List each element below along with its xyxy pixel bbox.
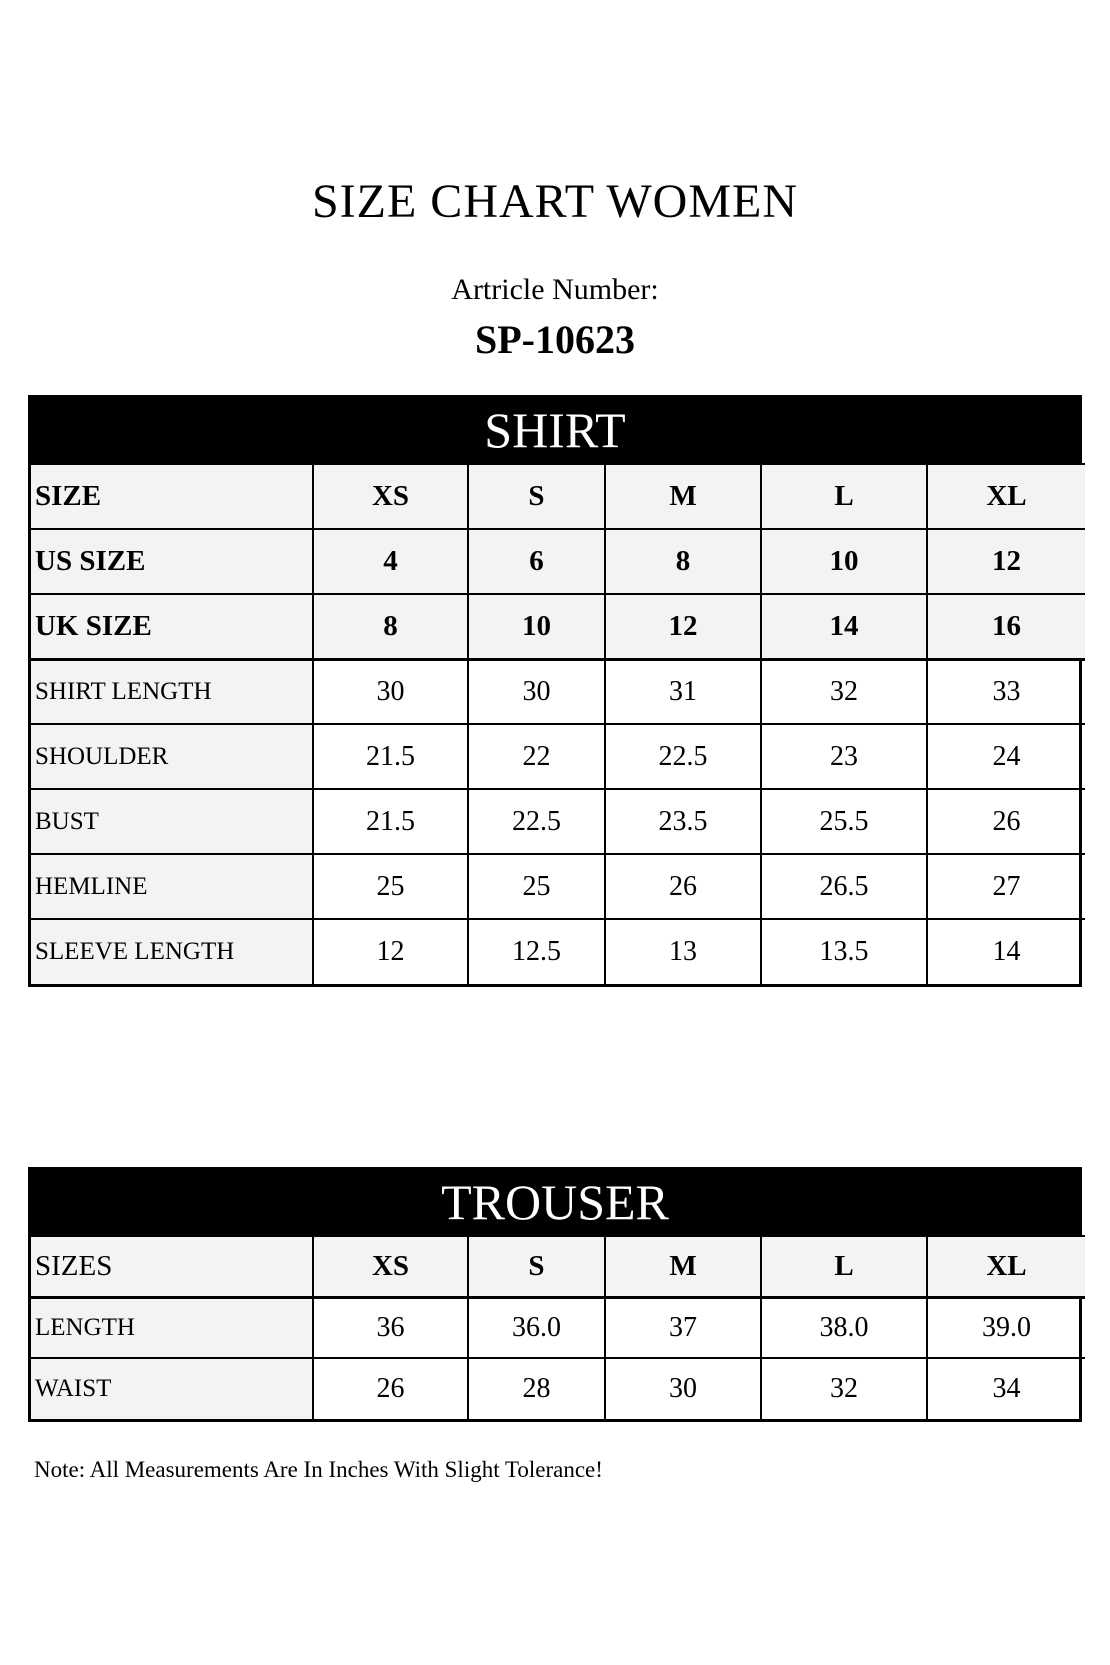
- table-cell: S: [468, 1236, 605, 1297]
- table-cell: 4: [313, 529, 468, 594]
- row-label: HEMLINE: [31, 854, 313, 919]
- table-cell: 23.5: [605, 789, 761, 854]
- table-cell: 13.5: [761, 919, 927, 984]
- table-cell: 21.5: [313, 789, 468, 854]
- row-label: LENGTH: [31, 1297, 313, 1358]
- table-cell: 12: [313, 919, 468, 984]
- table-cell: 22.5: [468, 789, 605, 854]
- table-cell: 27: [927, 854, 1085, 919]
- trouser-table: [31, 1235, 1085, 1419]
- table-cell: 26.5: [761, 854, 927, 919]
- table-cell: 37: [605, 1297, 761, 1358]
- row-label: SIZES: [31, 1236, 313, 1297]
- shirt-heading: SHIRT: [31, 398, 1079, 463]
- shirt-length-row: [31, 659, 1085, 724]
- table-cell: 25.5: [761, 789, 927, 854]
- shirt-size-table: [28, 395, 1082, 987]
- table-cell: 30: [605, 1358, 761, 1419]
- shoulder-row: [31, 724, 1085, 789]
- table-cell: 32: [761, 1358, 927, 1419]
- table-cell: 25: [468, 854, 605, 919]
- row-label: UK SIZE: [31, 594, 313, 659]
- sleeve-length-row: [31, 919, 1085, 984]
- table-cell: 26: [927, 789, 1085, 854]
- table-cell: 8: [605, 529, 761, 594]
- table-cell: 10: [468, 594, 605, 659]
- table-cell: 33: [927, 659, 1085, 724]
- table-cell: 26: [605, 854, 761, 919]
- table-cell: 13: [605, 919, 761, 984]
- table-cell: 31: [605, 659, 761, 724]
- row-label: US SIZE: [31, 529, 313, 594]
- shirt-size-row: [31, 464, 1085, 529]
- table-cell: 36: [313, 1297, 468, 1358]
- table-cell: 26: [313, 1358, 468, 1419]
- table-cell: 22.5: [605, 724, 761, 789]
- trouser-size-table: [28, 1167, 1082, 1422]
- row-label: SHIRT LENGTH: [31, 659, 313, 724]
- row-label: SHOULDER: [31, 724, 313, 789]
- table-cell: 14: [927, 919, 1085, 984]
- table-cell: 6: [468, 529, 605, 594]
- table-cell: 34: [927, 1358, 1085, 1419]
- row-label: SLEEVE LENGTH: [31, 919, 313, 984]
- table-cell: 32: [761, 659, 927, 724]
- table-cell: M: [605, 464, 761, 529]
- table-cell: 12.5: [468, 919, 605, 984]
- table-cell: L: [761, 464, 927, 529]
- bust-row: [31, 789, 1085, 854]
- waist-row: [31, 1358, 1085, 1419]
- table-cell: 14: [761, 594, 927, 659]
- table-cell: 36.0: [468, 1297, 605, 1358]
- article-number-label: Artricle Number:: [451, 273, 659, 306]
- table-cell: 12: [927, 529, 1085, 594]
- trouser-heading: TROUSER: [31, 1170, 1079, 1235]
- table-cell: S: [468, 464, 605, 529]
- table-cell: XL: [927, 464, 1085, 529]
- table-cell: 21.5: [313, 724, 468, 789]
- table-cell: L: [761, 1236, 927, 1297]
- table-cell: 38.0: [761, 1297, 927, 1358]
- table-cell: 30: [313, 659, 468, 724]
- trouser-length-row: [31, 1297, 1085, 1358]
- shirt-uk-size-row: [31, 594, 1085, 659]
- table-cell: 22: [468, 724, 605, 789]
- table-cell: 16: [927, 594, 1085, 659]
- table-cell: 25: [313, 854, 468, 919]
- table-cell: XS: [313, 464, 468, 529]
- measurement-note: Note: All Measurements Are In Inches With Slight Tolerance!: [34, 1457, 603, 1482]
- table-cell: 24: [927, 724, 1085, 789]
- table-cell: M: [605, 1236, 761, 1297]
- table-cell: 30: [468, 659, 605, 724]
- table-cell: 28: [468, 1358, 605, 1419]
- page-title: SIZE CHART WOMEN: [311, 175, 798, 228]
- shirt-us-size-row: [31, 529, 1085, 594]
- row-label: WAIST: [31, 1358, 313, 1419]
- hemline-row: [31, 854, 1085, 919]
- table-cell: XL: [927, 1236, 1085, 1297]
- table-cell: 8: [313, 594, 468, 659]
- trouser-sizes-row: [31, 1236, 1085, 1297]
- row-label: BUST: [31, 789, 313, 854]
- table-cell: 12: [605, 594, 761, 659]
- table-cell: 10: [761, 529, 927, 594]
- shirt-table: [31, 463, 1085, 984]
- table-cell: 39.0: [927, 1297, 1085, 1358]
- table-cell: XS: [313, 1236, 468, 1297]
- row-label: SIZE: [31, 464, 313, 529]
- table-cell: 23: [761, 724, 927, 789]
- article-number: SP-10623: [475, 317, 635, 362]
